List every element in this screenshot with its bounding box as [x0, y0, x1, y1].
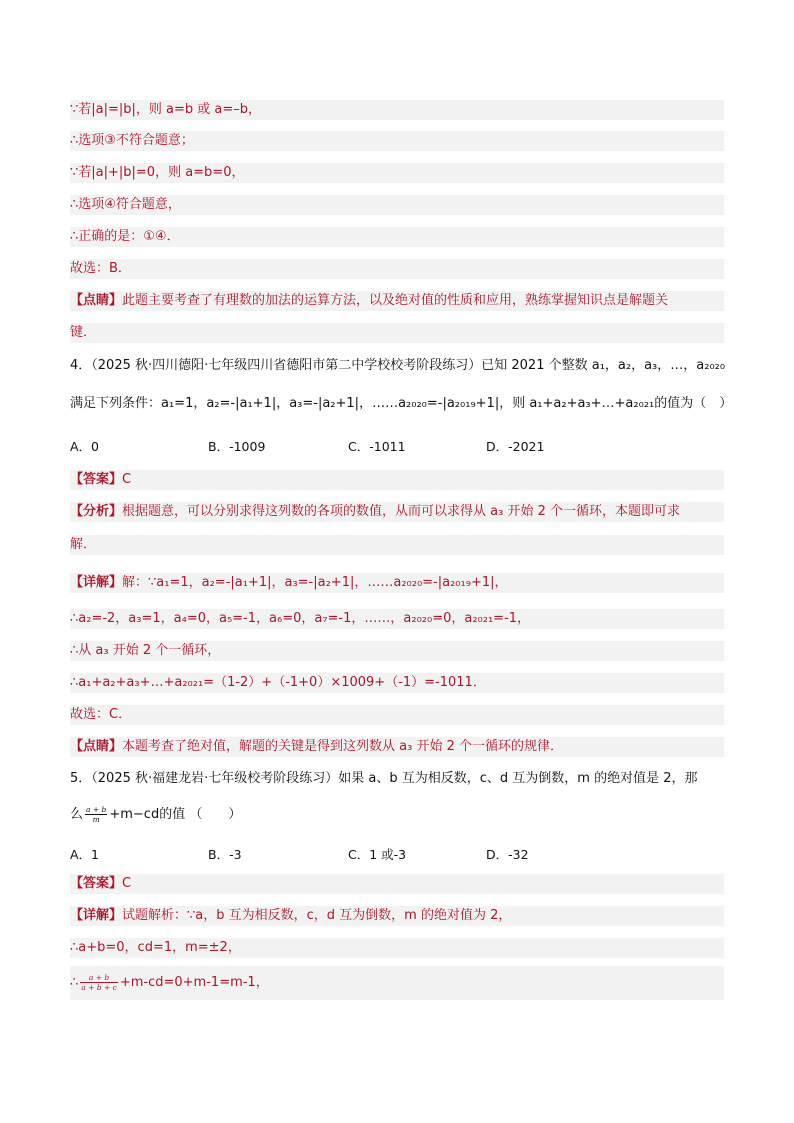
detail-line: [70, 966, 724, 1000]
solution-line: ∵若|a|=|b|，则 a=b 或 a=–b，: [70, 100, 724, 120]
remark-line: [70, 737, 724, 757]
detail-tag: 【详解】: [70, 908, 123, 923]
remark-line: 键．: [70, 323, 724, 343]
solution-line: 故选：B．: [70, 259, 724, 279]
remark-tag: 【点睛】: [70, 739, 123, 754]
fraction-denominator: a + b + c: [81, 983, 117, 992]
answer-value: C: [122, 876, 132, 891]
detail-text: 试题解析：∵a，b 互为相反数，c，d 互为倒数，m 的绝对值为 2，: [122, 908, 512, 923]
fraction-denominator: m: [92, 815, 100, 824]
option-b: B．-1009: [208, 439, 266, 454]
detail-prefix: ∴: [70, 975, 79, 990]
detail-line: [70, 573, 724, 593]
question-4-stem: 4．（2025 秋·四川德阳·七年级四川省德阳市第二中学校校考阶段练习）已知 2021 个整数 a₁，a₂，a₃，…，a₂₀₂₀: [70, 358, 726, 373]
detail-line: ∴a₂=-2，a₃=1，a₄=0，a₅=-1，a₆=0，a₇=-1，……，a₂₀₂₀=0，a₂₀₂₁=-1，: [70, 609, 724, 629]
answer-tag: 【答案】: [70, 472, 123, 487]
remark-line: [70, 291, 724, 311]
question-5-stem-cont: [70, 803, 724, 827]
analysis-line: [70, 502, 724, 522]
solution-line: ∵若|a|+|b|=0，则 a=b=0，: [70, 163, 724, 183]
fraction: [80, 973, 118, 992]
question-5-stem: 5．（2025 秋·福建龙岩·七年级校考阶段练习）如果 a、b 互为相反数，c、d 互为倒数，m 的绝对值是 2，那: [70, 771, 698, 786]
fraction: [85, 805, 107, 824]
analysis-text: 根据题意，可以分别求得这列数的各项的数值，从而可以求得从 a₃ 开始 2 个一循环，本题即可求: [122, 504, 680, 519]
detail-suffix: +m-cd=0+m-1=m-1，: [119, 975, 269, 990]
analysis-tag: 【分析】: [70, 504, 123, 519]
detail-tag: 【详解】: [70, 575, 123, 590]
remark-tag: 【点睛】: [70, 293, 123, 308]
stem-prefix: 么: [70, 807, 84, 822]
fraction-numerator: a + b: [86, 805, 107, 814]
option-c: C．1 或-3: [348, 847, 407, 862]
detail-line: ∴a+b=0，cd=1，m=±2，: [70, 938, 724, 958]
question-4-stem-cont: 满足下列条件：a₁=1，a₂=-|a₁+1|，a₃=-|a₂+1|，……a₂₀₂₀=-|a₂₀₁₉+1|，则 a₁+a₂+a₃+…+a₂₀₂₁的值为（ ）: [70, 396, 733, 411]
option-c: C．-1011: [348, 439, 406, 454]
detail-line: ∴从 a₃ 开始 2 个一循环，: [70, 641, 724, 661]
detail-line: [70, 906, 724, 926]
option-d: D．-2021: [486, 439, 545, 454]
option-b: B．-3: [208, 847, 242, 862]
option-d: D．-32: [486, 847, 529, 862]
remark-text: 本题考查了绝对值，解题的关键是得到这列数从 a₃ 开始 2 个一循环的规律．: [122, 739, 563, 754]
option-a: A．0: [70, 439, 100, 454]
solution-line: ∴选项④符合题意，: [70, 195, 724, 215]
stem-suffix: +m−cd的值 （ ）: [109, 807, 242, 822]
detail-line: 故选：C．: [70, 705, 724, 725]
option-a: A．1: [70, 847, 100, 862]
detail-text: 解：∵a₁=1，a₂=-|a₁+1|，a₃=-|a₂+1|，……a₂₀₂₀=-|a₂₀₁₉+1|，: [122, 575, 508, 590]
analysis-line: 解．: [70, 535, 724, 555]
answer-tag: 【答案】: [70, 876, 123, 891]
answer-line: [70, 470, 724, 490]
solution-line: ∴正确的是：①④．: [70, 227, 724, 247]
detail-line: ∴a₁+a₂+a₃+…+a₂₀₂₁=（1-2）+（-1+0）×1009+（-1）=-1011．: [70, 673, 724, 693]
fraction-numerator: a + b: [80, 973, 118, 983]
answer-line: [70, 874, 724, 894]
solution-line: ∴选项③不符合题意；: [70, 131, 724, 151]
remark-text: 此题主要考查了有理数的加法的运算方法，以及绝对值的性质和应用，熟练掌握知识点是解题关: [122, 293, 669, 308]
answer-value: C: [122, 472, 132, 487]
